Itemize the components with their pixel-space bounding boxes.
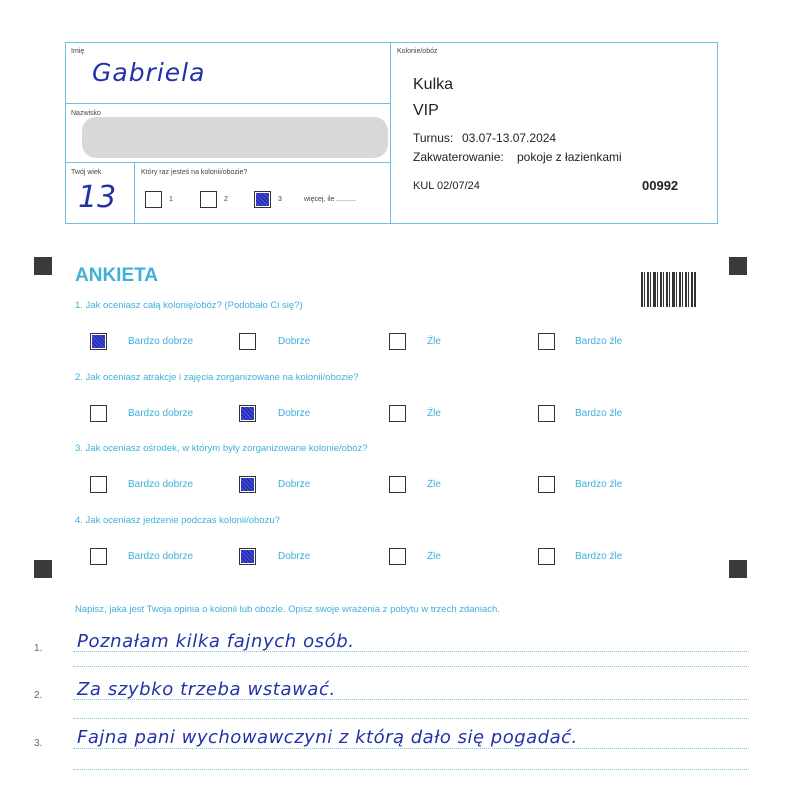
times-option-3: 3 — [278, 196, 282, 203]
answer-line — [73, 651, 749, 652]
camp-name: Kulka — [413, 76, 454, 93]
surname-redacted — [82, 117, 388, 158]
question-2-option-label: Źle — [427, 408, 441, 419]
question-3-option-label: Źle — [427, 479, 441, 490]
registration-marker — [34, 560, 52, 578]
times-checkbox-2[interactable] — [200, 191, 217, 208]
header-divider — [390, 42, 391, 224]
age-value: 13 — [78, 180, 117, 215]
times-option-1: 1 — [169, 196, 173, 203]
question-4-option-label: Dobrze — [278, 551, 311, 562]
question-4-checkbox[interactable] — [389, 548, 406, 565]
question-3-option-label: Dobrze — [278, 479, 311, 490]
registration-marker — [34, 257, 52, 275]
survey-title: ANKIETA — [75, 265, 159, 286]
question-2-checkbox[interactable] — [239, 405, 256, 422]
question-3-checkbox[interactable] — [538, 476, 555, 493]
accommodation-label: Zakwaterowanie: — [413, 150, 504, 164]
answer-line — [73, 718, 749, 719]
camp-code: KUL 02/07/24 — [413, 180, 480, 192]
accommodation-value: pokoje z łazienkami — [517, 150, 622, 164]
age-divider — [134, 162, 135, 224]
answer-line — [73, 666, 749, 667]
times-checkbox-1[interactable] — [145, 191, 162, 208]
question-1-option-label: Dobrze — [278, 336, 311, 347]
times-checkbox-3[interactable] — [254, 191, 271, 208]
question-4-text: 4. Jak oceniasz jedzenie podczas kolonii/obozu? — [75, 515, 280, 526]
question-4-option-label: Bardzo dobrze — [128, 551, 194, 562]
answer-number: 2. — [34, 690, 43, 701]
name-label: Imię — [71, 48, 85, 55]
question-3-checkbox[interactable] — [389, 476, 406, 493]
times-option-2: 2 — [224, 196, 228, 203]
camp-type: VIP — [413, 102, 439, 119]
age-label: Twój wiek — [71, 169, 102, 176]
question-3-option-label: Bardzo dobrze — [128, 479, 194, 490]
registration-marker — [729, 560, 747, 578]
times-label: Który raz jesteś na kolonii/obozie? — [141, 169, 248, 176]
question-1-option-label: Bardzo dobrze — [128, 336, 194, 347]
answer-line — [73, 748, 749, 749]
opinion-prompt: Napisz, jaka jest Twoja opinia o kolonii lub obozie. Opisz swoje wrażenia z pobytu w trzech zdaniach. — [75, 604, 500, 615]
answer-number: 3. — [34, 738, 43, 749]
answer-line — [73, 699, 749, 700]
times-more: więcej, ile .......... — [304, 196, 356, 203]
barcode-icon — [641, 272, 696, 307]
name-underline — [236, 101, 310, 102]
surname-label: Nazwisko — [71, 110, 101, 117]
question-1-checkbox[interactable] — [90, 333, 107, 350]
question-4-checkbox[interactable] — [90, 548, 107, 565]
question-1-option-label: Bardzo źle — [575, 336, 623, 347]
turnus-value: 03.07-13.07.2024 — [462, 131, 557, 145]
question-2-option-label: Dobrze — [278, 408, 311, 419]
question-4-option-label: Bardzo źle — [575, 551, 623, 562]
question-3-checkbox[interactable] — [90, 476, 107, 493]
question-4-checkbox[interactable] — [239, 548, 256, 565]
question-2-checkbox[interactable] — [90, 405, 107, 422]
answer-line — [73, 769, 749, 770]
answer-text-3[interactable]: Fajna pani wychowawczyni z którą dało się pogadać. — [77, 727, 578, 748]
question-1-checkbox[interactable] — [538, 333, 555, 350]
question-2-checkbox[interactable] — [389, 405, 406, 422]
camp-label: Kolonie/obóz — [397, 48, 438, 55]
turnus-label: Turnus: — [413, 131, 454, 145]
registration-marker — [729, 257, 747, 275]
name-value: Gabriela — [92, 58, 206, 87]
question-4-option-label: Źle — [427, 551, 441, 562]
question-4-checkbox[interactable] — [538, 548, 555, 565]
surname-row-divider — [65, 162, 390, 163]
question-2-option-label: Bardzo źle — [575, 408, 623, 419]
question-1-text: 1. Jak oceniasz całą kolonię/obóz? (Podobało Ci się?) — [75, 300, 303, 311]
name-row-divider — [65, 103, 390, 104]
answer-text-1[interactable]: Poznałam kilka fajnych osób. — [77, 631, 355, 652]
question-1-checkbox[interactable] — [239, 333, 256, 350]
question-2-option-label: Bardzo dobrze — [128, 408, 194, 419]
question-3-option-label: Bardzo źle — [575, 479, 623, 490]
form-number: 00992 — [642, 178, 679, 193]
question-2-text: 2. Jak oceniasz atrakcje i zajęcia zorganizowane na kolonii/obozie? — [75, 372, 359, 383]
answer-text-2[interactable]: Za szybko trzeba wstawać. — [77, 679, 336, 700]
question-2-checkbox[interactable] — [538, 405, 555, 422]
answer-number: 1. — [34, 643, 43, 654]
question-1-option-label: Źle — [427, 336, 441, 347]
question-3-text: 3. Jak oceniasz ośrodek, w którym były zorganizowane kolonie/obóz? — [75, 443, 368, 454]
question-3-checkbox[interactable] — [239, 476, 256, 493]
question-1-checkbox[interactable] — [389, 333, 406, 350]
